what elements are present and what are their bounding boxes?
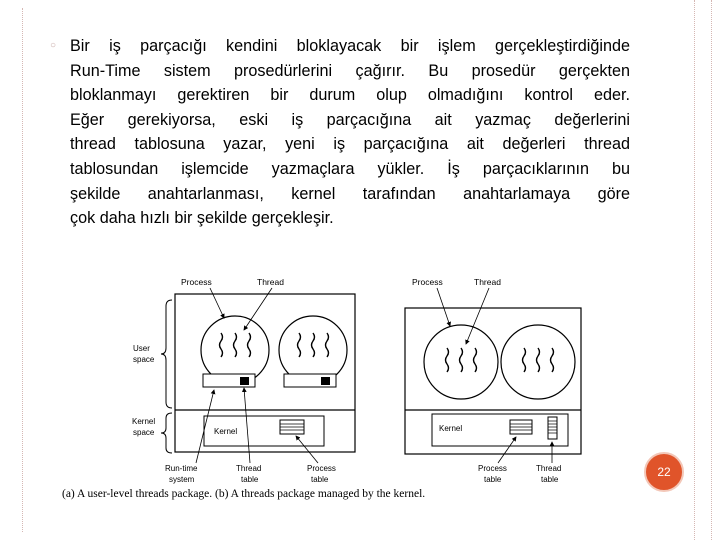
- kernel-label-a: Kernel: [214, 427, 238, 436]
- thread-table-label-b2: table: [541, 475, 559, 484]
- computer-box-a: [175, 294, 355, 452]
- user-space-label-1: User: [133, 344, 150, 353]
- diagram-a: [132, 277, 355, 484]
- process-label-b: Process: [412, 277, 443, 287]
- thread-table-label-a2: table: [241, 475, 259, 484]
- thread-glyphs-b1: [446, 348, 477, 372]
- diagram-b: [405, 277, 581, 484]
- kernel-space-label-1: Kernel: [132, 417, 156, 426]
- process-table-b: [510, 420, 532, 434]
- page-number-badge: 22: [644, 452, 684, 492]
- kernel-label-b: Kernel: [439, 424, 463, 433]
- process-label-a: Process: [181, 277, 212, 287]
- user-space-label-2: space: [133, 355, 155, 364]
- process-table-label-b2: table: [484, 475, 502, 484]
- bullet-line: thread tablosuna yazar, yeni iş parçacığına ait değerleri thread: [70, 135, 630, 154]
- runtime-label-2: system: [169, 475, 195, 484]
- bullet-line: bloklanmayı gerektiren bir durum olup olmadığını kontrol eder.: [70, 86, 630, 105]
- process-circle-b1: [424, 325, 498, 399]
- process-table-label-a1: Process: [307, 464, 336, 473]
- bullet-line: şekilde anahtarlanması, kernel tarafından anahtarlamaya göre: [70, 184, 630, 203]
- figure-caption: (a) A user-level threads package. (b) A threads package managed by the kernel.: [62, 488, 426, 500]
- bullet-line: Bir iş parçacığı kendini bloklayacak bir işlem gerçekleştirdiğinde: [70, 37, 630, 55]
- runtime-label-1: Run-time: [165, 464, 198, 473]
- thread-table-label-a1: Thread: [236, 464, 262, 473]
- process-circle-b2: [501, 325, 575, 399]
- thread-glyphs-a2: [298, 333, 329, 357]
- kernel-space-brace: [161, 413, 172, 453]
- process-table-label-a2: table: [311, 475, 329, 484]
- thread-table-b: [548, 417, 557, 439]
- thread-table-label-b1: Thread: [536, 464, 562, 473]
- process-table-a: [280, 420, 304, 434]
- process-table-label-b1: Process: [478, 464, 507, 473]
- bullet-line: çok daha hızlı bir şekilde gerçekleşir.: [70, 209, 334, 228]
- bullet-line: Run-Time sistem prosedürlerini çağırır. Bu prosedür gerçekten: [70, 61, 630, 80]
- thread-label-a: Thread: [257, 277, 284, 287]
- thread-table-mini-a2: [321, 377, 330, 385]
- user-space-brace: [161, 300, 172, 408]
- thread-glyphs-a1: [220, 333, 251, 357]
- bullet-line: Eğer gerekiyorsa, eski iş parçacığına ait yazmaç değerlerini: [70, 110, 630, 129]
- bullet-line: tablosundan işlemcide yazmaçlara yükler. İş parçacıklarının bu: [70, 159, 630, 178]
- thread-table-mini-a1: [240, 377, 249, 385]
- thread-glyphs-b2: [523, 348, 554, 372]
- thread-label-b: Thread: [474, 277, 501, 287]
- kernel-space-label-2: space: [133, 428, 155, 437]
- bullet-icon: ○: [50, 40, 57, 51]
